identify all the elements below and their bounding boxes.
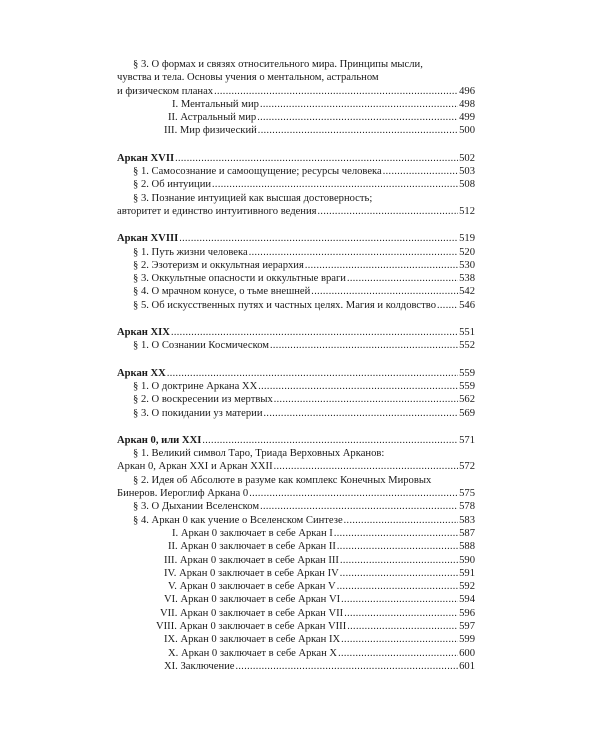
dot-leader: [264, 407, 459, 420]
entry-title: § 4. Аркан 0 как учение о Вселенском Синтезе: [133, 514, 343, 526]
dot-leader: [341, 593, 458, 606]
dot-leader: [344, 607, 458, 620]
page-number: 500: [459, 125, 475, 137]
toc-heading-row: [117, 434, 475, 447]
dot-leader: [260, 98, 458, 111]
toc-entry-row: [117, 527, 475, 540]
toc-entry-row: [117, 567, 475, 580]
page-number: 519: [459, 233, 475, 245]
page-number: 583: [459, 514, 475, 526]
section-gap: [117, 218, 475, 232]
entry-title: § 3. О Дыхании Вселенском: [133, 501, 260, 513]
page-number: 599: [459, 634, 475, 646]
section-gap: [117, 138, 475, 152]
page-number: 601: [459, 660, 475, 672]
arcana-title: Аркан XVII: [117, 152, 175, 164]
toc-entry-row: [117, 580, 475, 593]
section-gap: [117, 420, 475, 434]
page-number: 552: [459, 340, 475, 352]
toc-entry-row: [117, 647, 475, 660]
toc-entry-row: [117, 299, 475, 312]
section-gap: [117, 353, 475, 367]
dot-leader: [260, 500, 458, 513]
entry-title: § 5. Об искусственных путях и частных целях. Магия и колдовство: [133, 299, 436, 311]
page-number: 590: [459, 554, 475, 566]
entry-title: и физическом планах: [117, 85, 214, 97]
toc-entry-row: [117, 58, 475, 71]
arcana-title: Аркан XX: [117, 367, 166, 379]
page-number: 520: [459, 246, 475, 258]
page-number: 546: [459, 299, 475, 311]
dot-leader: [274, 460, 459, 473]
entry-title: § 1. Самосознание и самоощущение; ресурсы человека: [133, 166, 382, 178]
dot-leader: [347, 620, 458, 633]
page-number: 597: [459, 620, 475, 632]
entry-title: чувства и тела. Основы учения о ментальном, астральном: [117, 72, 379, 84]
entry-title: § 3. Оккультные опасности и оккультные враги: [133, 273, 346, 285]
page-number: 499: [459, 112, 475, 124]
toc-entry-row: [117, 500, 475, 513]
entry-title: VIII. Аркан 0 заключает в себе Аркан VIII: [156, 620, 347, 632]
dot-leader: [270, 339, 458, 352]
toc-entry-row: [117, 460, 475, 473]
entry-title: VI. Аркан 0 заключает в себе Аркан VI: [164, 594, 341, 606]
toc-heading-row: [117, 326, 475, 339]
entry-title: I. Ментальный мир: [172, 98, 259, 110]
entry-title: II. Астральный мир: [168, 112, 257, 124]
entry-title: § 2. О воскресении из мертвых: [133, 394, 273, 406]
page-number: 530: [459, 259, 475, 271]
dot-leader: [171, 326, 458, 339]
page-number: 551: [459, 327, 475, 339]
entry-title: § 2. Об интуиции: [133, 179, 212, 191]
entry-title: X. Аркан 0 заключает в себе Аркан X: [168, 647, 338, 659]
dot-leader: [338, 647, 458, 660]
page-number: 559: [459, 367, 475, 379]
dot-leader: [344, 514, 458, 527]
toc-entry-row: [117, 514, 475, 527]
dot-leader: [437, 299, 458, 312]
dot-leader: [236, 660, 459, 673]
page-number: 571: [459, 434, 475, 446]
dot-leader: [212, 178, 458, 191]
dot-leader: [257, 111, 458, 124]
dot-leader: [383, 165, 458, 178]
toc-entry-row: [117, 633, 475, 646]
dot-leader: [337, 540, 458, 553]
dot-leader: [258, 380, 458, 393]
toc-heading-row: [117, 367, 475, 380]
page-number: 512: [459, 205, 475, 217]
dot-leader: [179, 232, 458, 245]
page-number: 591: [459, 567, 475, 579]
dot-leader: [249, 246, 458, 259]
dot-leader: [347, 272, 458, 285]
dot-leader: [202, 434, 458, 447]
entry-title: § 1. Путь жизни человека: [133, 246, 248, 258]
entry-title: Аркан 0, Аркан XXI и Аркан XXII: [117, 461, 273, 473]
toc-entry-row: [117, 380, 475, 393]
dot-leader: [167, 367, 458, 380]
page-number: 508: [459, 179, 475, 191]
page-number: 562: [459, 394, 475, 406]
table-of-contents: [117, 58, 475, 673]
page-number: 503: [459, 166, 475, 178]
toc-entry-row: [117, 540, 475, 553]
entry-title: § 3. О покидании уз материи: [133, 407, 263, 419]
toc-entry-row: [117, 124, 475, 137]
page-number: 588: [459, 541, 475, 553]
page-number: 594: [459, 594, 475, 606]
toc-entry-row: [117, 98, 475, 111]
entry-title: VII. Аркан 0 заключает в себе Аркан VII: [160, 607, 344, 619]
toc-entry-row: [117, 178, 475, 191]
arcana-title: Аркан XVIII: [117, 233, 179, 245]
page-number: 559: [459, 380, 475, 392]
dot-leader: [305, 259, 458, 272]
page-number: 596: [459, 607, 475, 619]
entry-title: § 1. О Сознании Космическом: [133, 340, 269, 352]
dot-leader: [340, 567, 458, 580]
toc-entry-row: [117, 607, 475, 620]
entry-title: § 1. О доктрине Аркана XX: [133, 380, 258, 392]
page-number: 502: [459, 152, 475, 164]
entry-title: Бинеров. Иероглиф Аркана 0: [117, 488, 249, 500]
toc-entry-row: [117, 447, 475, 460]
entry-title: I. Аркан 0 заключает в себе Аркан I: [172, 527, 333, 539]
toc-entry-row: [117, 259, 475, 272]
toc-entry-row: [117, 85, 475, 98]
toc-entry-row: [117, 192, 475, 205]
page-number: 575: [459, 488, 475, 500]
entry-title: XI. Заключение: [164, 660, 235, 672]
dot-leader: [175, 152, 458, 165]
page-number: 592: [459, 581, 475, 593]
toc-entry-row: [117, 620, 475, 633]
page-number: 542: [459, 286, 475, 298]
dot-leader: [258, 124, 458, 137]
page-number: 498: [459, 98, 475, 110]
entry-title: § 3. Познание интуицией как высшая достоверность;: [133, 192, 373, 204]
entry-title: § 1. Великий символ Таро, Триада Верховных Арканов:: [133, 448, 385, 460]
dot-leader: [249, 487, 458, 500]
page-number: 587: [459, 527, 475, 539]
toc-entry-row: [117, 487, 475, 500]
entry-title: § 4. О мрачном конусе, о тьме внешней: [133, 286, 311, 298]
dot-leader: [337, 580, 458, 593]
toc-entry-row: [117, 272, 475, 285]
toc-entry-row: [117, 474, 475, 487]
toc-entry-row: [117, 165, 475, 178]
dot-leader: [341, 633, 458, 646]
page-number: 569: [459, 407, 475, 419]
arcana-title: Аркан 0, или XXI: [117, 434, 202, 446]
toc-heading-row: [117, 232, 475, 245]
page-number: 572: [459, 461, 475, 473]
entry-title: V. Аркан 0 заключает в себе Аркан V: [168, 581, 336, 593]
dot-leader: [214, 85, 458, 98]
toc-entry-row: [117, 593, 475, 606]
entry-title: III. Мир физический: [164, 125, 257, 137]
toc-entry-row: [117, 393, 475, 406]
section-gap: [117, 312, 475, 326]
page-number: 600: [459, 647, 475, 659]
entry-title: IV. Аркан 0 заключает в себе Аркан IV: [164, 567, 339, 579]
entry-title: авторитет и единство интуитивного ведения: [117, 205, 317, 217]
toc-entry-row: [117, 554, 475, 567]
page-number: 496: [459, 85, 475, 97]
page-number: 578: [459, 501, 475, 513]
toc-entry-row: [117, 339, 475, 352]
toc-entry-row: [117, 205, 475, 218]
entry-title: § 2. Идея об Абсолюте в разуме как комплекс Конечных Мировых: [133, 474, 432, 486]
toc-entry-row: [117, 407, 475, 420]
dot-leader: [274, 393, 458, 406]
toc-entry-row: [117, 71, 475, 84]
dot-leader: [311, 285, 458, 298]
entry-title: § 2. Эзотеризм и оккультная иерархия: [133, 259, 304, 271]
toc-heading-row: [117, 152, 475, 165]
dot-leader: [334, 527, 458, 540]
entry-title: III. Аркан 0 заключает в себе Аркан III: [164, 554, 339, 566]
dot-leader: [318, 205, 459, 218]
entry-title: II. Аркан 0 заключает в себе Аркан II: [168, 541, 336, 553]
toc-entry-row: [117, 111, 475, 124]
toc-entry-row: [117, 246, 475, 259]
dot-leader: [340, 554, 458, 567]
toc-entry-row: [117, 660, 475, 673]
entry-title: § 3. О формах и связях относительного мира. Принципы мысли,: [133, 59, 423, 70]
arcana-title: Аркан XIX: [117, 327, 170, 339]
page-number: 538: [459, 273, 475, 285]
entry-title: IX. Аркан 0 заключает в себе Аркан IX: [164, 634, 341, 646]
toc-entry-row: [117, 285, 475, 298]
